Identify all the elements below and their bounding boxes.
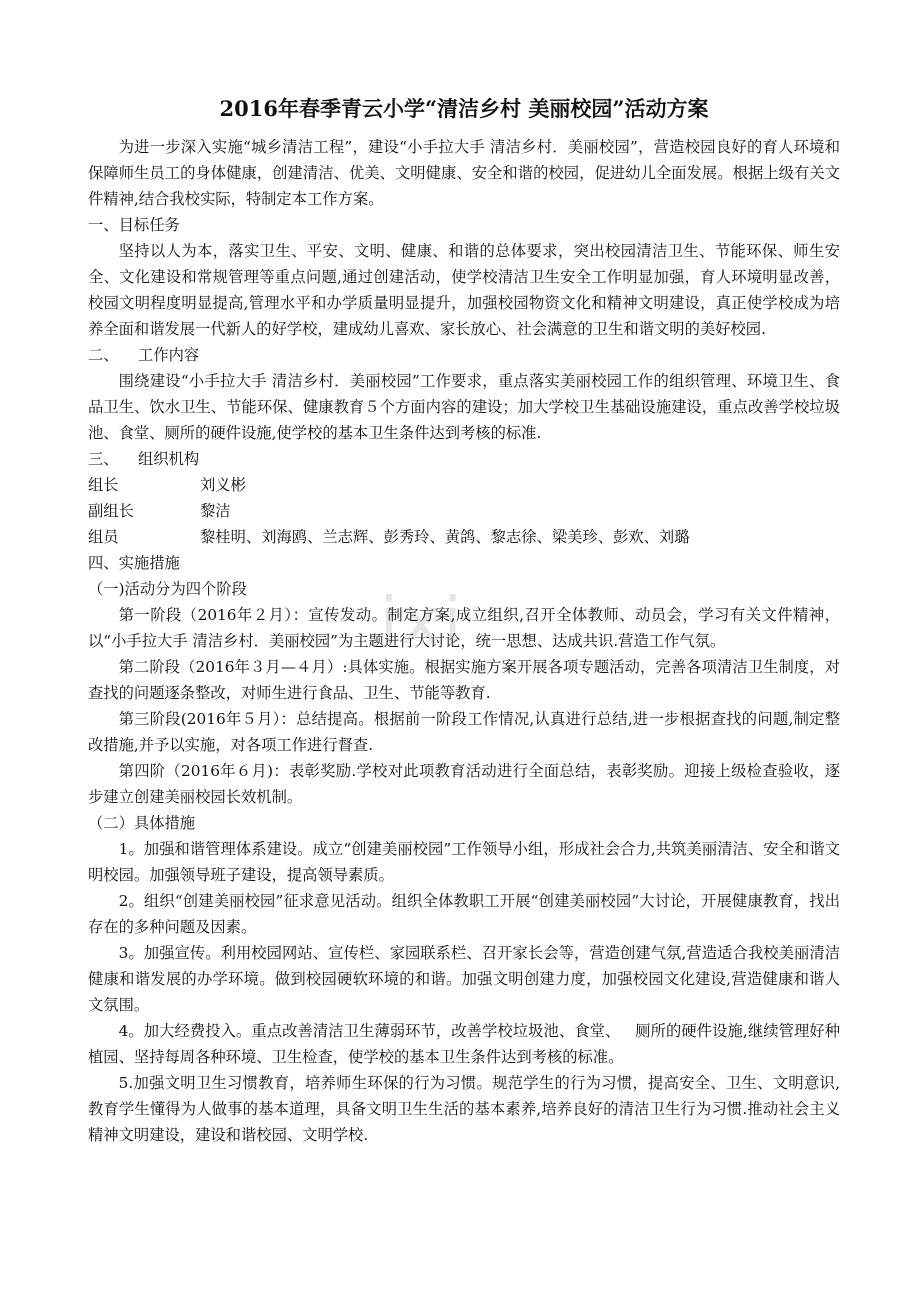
stage-2-paragraph: 第二阶段（2016年３月—４月）:具体实施。根据实施方案开展各项专题活动，完善各项清洁卫生制度，对查找的问题逐条整改，对师生进行食品、卫生、节能等教育. <box>88 658 840 702</box>
watermark: ixi <box>380 585 466 659</box>
section-2-heading: 二、 工作内容 <box>88 346 200 364</box>
intro-paragraph: 为进一步深入实施“城乡清洁工程”，建设“小手拉大手 清洁乡村．美丽校园”，营造校园良好的育人环境和保障师生员工的身体健康，创建清洁、优美、文明健康、安全和谐的校园，促进幼儿全面发展。根据上级有关文件精神,结合我校实际，特制定本工作方案。 <box>88 138 840 208</box>
org-row-members <box>88 524 840 550</box>
org-role: 组员 <box>88 528 119 546</box>
org-names: 黎桂明、刘海鸥、兰志辉、彭秀玲、黄鸽、黎志徐、梁美珍、彭欢、刘璐 <box>200 528 690 546</box>
org-row-leader <box>88 472 840 498</box>
section-3-heading: 三、 组织机构 <box>88 450 200 468</box>
org-row-deputy <box>88 498 840 524</box>
subsection-stages-heading: （一)活动分为四个阶段 <box>88 580 247 598</box>
stage-4-paragraph: 第四阶（2016年６月)：表彰奖励.学校对此项教育活动进行全面总结，表彰奖励。迎接上级检查验收，逐步建立创建美丽校园长效机制。 <box>88 762 840 806</box>
stage-1-paragraph: 第一阶段（2016年２月）：宣传发动。制定方案,成立组织,召开全体教师、动员会，学习有关文件精神，以“小手拉大手 清洁乡村．美丽校园”为主题进行大讨论，统一思想、达成共识.营造工作气氛。 <box>88 606 840 650</box>
measure-3-paragraph: 3。加强宣传。利用校园网站、宣传栏、家园联系栏、召开家长会等，营造创建气氛,营造适合我校美丽清洁健康和谐发展的办学环境。做到校园硬软环境的和谐。加强文明创建力度，加强校园文化建设,营造健康和谐人文氛围。 <box>88 944 840 1014</box>
section-2-body: 围绕建设“小手拉大手 清洁乡村．美丽校园”工作要求，重点落实美丽校园工作的组织管理、环境卫生、食品卫生、饮水卫生、节能环保、健康教育５个方面内容的建设；加大学校卫生基础设施建设，重点改善学校垃圾池、食堂、厕所的硬件设施,使学校的基本卫生条件达到考核的标准. <box>88 372 840 442</box>
document-title: 2016年春季青云小学“清洁乡村 美丽校园”活动方案 <box>219 96 709 121</box>
org-names: 刘义彬 <box>200 476 246 494</box>
measure-1-paragraph: 1。加强和谐管理体系建设。成立“创建美丽校园”工作领导小组，形成社会合力,共筑美丽清洁、安全和谐文明校园。加强领导班子建设，提高领导素质。 <box>88 840 840 884</box>
org-names: 黎洁 <box>200 502 231 520</box>
section-4-heading: 四、实施措施 <box>88 554 180 572</box>
subsection-measures-heading: （二）具体措施 <box>88 814 196 832</box>
document-page <box>88 92 840 1148</box>
section-1-body: 坚持以人为本，落实卫生、平安、文明、健康、和谐的总体要求，突出校园清洁卫生、节能环保、师生安全、文化建设和常规管理等重点问题,通过创建活动，使学校清洁卫生安全工作明显加强，育人环境明显改善，校园文明程度明显提高,管理水平和办学质量明显提升，加强校园物资文化和精神文明建设，真正使学校成为培养全面和谐发展一代新人的好学校，建成幼儿喜欢、家长放心、社会满意的卫生和谐文明的美好校园. <box>88 242 840 338</box>
stage-3-paragraph: 第三阶段(2016年５月）：总结提高。根据前一阶段工作情况,认真进行总结,进一步根据查找的问题,制定整改措施,并予以实施，对各项工作进行督查. <box>88 710 840 754</box>
measure-4-paragraph: 4。加大经费投入。重点改善清洁卫生薄弱环节，改善学校垃圾池、食堂、 厕所的硬件设施,继续管理好种植园、坚持每周各种环境、卫生检查，使学校的基本卫生条件达到考核的标准。 <box>88 1022 840 1066</box>
measure-5-paragraph: 5.加强文明卫生习惯教育，培养师生环保的行为习惯。规范学生的行为习惯，提高安全、卫生、文明意识,教育学生懂得为人做事的基本道理，具备文明卫生生活的基本素养,培养良好的清洁卫生行为习惯.推动社会主义精神文明建设，建设和谐校园、文明学校. <box>88 1074 840 1144</box>
org-role: 组长 <box>88 476 119 494</box>
org-role: 副组长 <box>88 502 134 520</box>
section-1-heading: 一、目标任务 <box>88 216 180 234</box>
measure-2-paragraph: 2。组织“创建美丽校园”征求意见活动。组织全体教职工开展“创建美丽校园”大讨论，开展健康教育，找出存在的多种问题及因素。 <box>88 892 840 936</box>
